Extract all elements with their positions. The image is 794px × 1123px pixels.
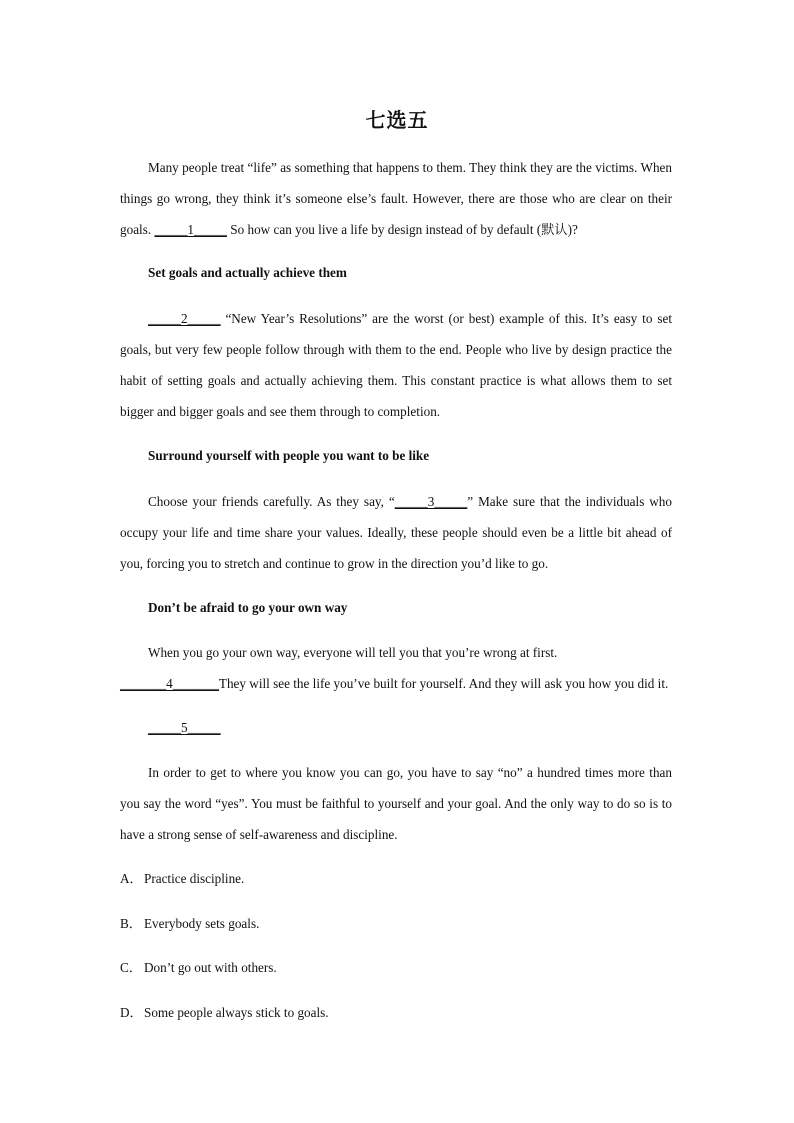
blank-4: _______4_______ [120, 676, 219, 691]
set-goals-paragraph [120, 303, 672, 427]
option-b [120, 914, 259, 934]
final-paragraph-text: In order to get to where you know you can go, you have to say “no” a hundred times more than you say the word “yes”. You must be faithful to yourself and your goal. And the only way to do so is to have a strong sense of self-awareness and discipline. [120, 765, 672, 842]
section-heading-own-way: Don’t be afraid to go your own way [148, 600, 348, 615]
surround-paragraph [120, 486, 672, 579]
surround-text-after: ” Make sure that the individuals who occupy your life and time share your values. Ideally, these people should even be a little bit ahead of you, forcing you to stretch and continue to grow in the direction you’d like to go. [120, 494, 672, 571]
option-letter: B． [120, 916, 142, 931]
option-d [120, 1003, 329, 1023]
option-letter: C． [120, 960, 142, 975]
option-c [120, 958, 277, 978]
set-goals-text: “New Year’s Resolutions” are the worst (or best) example of this. It’s easy to set goals, but very few people follow through with them to the end. People who live by design practice the habit of setting goals and actually achieving them. This constant practice is what allows them to set bigger and bigger goals and see them through to completion. [120, 311, 672, 419]
option-letter: A． [120, 871, 143, 886]
final-paragraph [120, 757, 672, 850]
option-text: Don’t go out with others. [144, 960, 277, 975]
blank-5-heading [148, 718, 221, 738]
own-way-paragraph [120, 637, 672, 699]
option-letter: D． [120, 1005, 143, 1020]
option-text: Some people always stick to goals. [144, 1005, 329, 1020]
blank-5: _____5_____ [148, 720, 221, 735]
intro-text-after: So how can you live a life by design instead of by default (默认)? [226, 222, 578, 237]
blank-3: _____3_____ [394, 494, 468, 509]
section-heading-surround: Surround yourself with people you want to be like [148, 448, 430, 463]
blank-1: _____1_____ [154, 222, 227, 237]
option-text: Everybody sets goals. [144, 916, 260, 931]
intro-text-before: Many people treat “life” as something that happens to them. They think they are the victims. When things go wrong, they think it’s someone else’s fault. However, there are those who are clear on their goals. [120, 160, 672, 237]
option-text: Practice discipline. [144, 871, 245, 886]
section-heading-set-goals: Set goals and actually achieve them [148, 265, 347, 280]
page-title: 七选五 [365, 108, 429, 132]
own-way-text-after: They will see the life you’ve built for yourself. And they will ask you how you did it. [218, 676, 669, 691]
blank-2: _____2_____ [148, 311, 221, 326]
surround-text-before: Choose your friends carefully. As they say, “ [148, 494, 395, 509]
own-way-line-1: When you go your own way, everyone will tell you that you’re wrong at first. [148, 645, 558, 660]
option-a [120, 869, 244, 889]
intro-paragraph [120, 152, 672, 245]
